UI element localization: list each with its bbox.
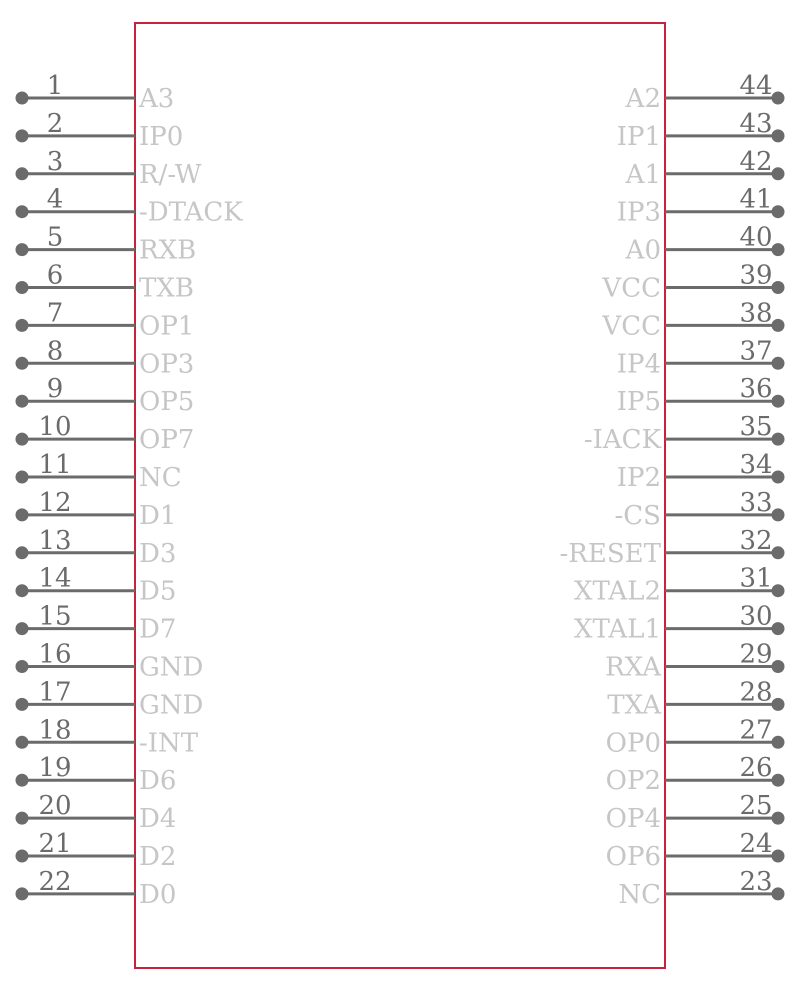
pin-endpoint-dot [772, 319, 785, 332]
pin-name: R/-W [139, 159, 202, 190]
pin-number: 15 [38, 601, 72, 632]
pin-name: -RESET [559, 538, 661, 569]
pin-number: 31 [739, 563, 773, 594]
pin-number: 37 [739, 336, 773, 367]
pin-number: 16 [38, 639, 72, 670]
pin-endpoint-dot [16, 584, 29, 597]
pin-number: 36 [739, 374, 773, 405]
pin-1 [16, 71, 175, 114]
pin-endpoint-dot [772, 243, 785, 256]
pin-28 [607, 677, 784, 720]
pin-33 [615, 488, 785, 531]
pin-25 [606, 791, 785, 834]
pin-12 [16, 488, 177, 531]
pin-name: XTAL1 [573, 614, 661, 645]
pin-number: 14 [38, 563, 72, 594]
pin-20 [16, 791, 177, 834]
pin-number: 30 [739, 601, 773, 632]
pin-name: IP4 [616, 349, 661, 380]
pin-number: 39 [739, 260, 773, 291]
pin-number: 7 [46, 298, 64, 329]
pin-number: 3 [46, 146, 64, 177]
pin-number: 25 [739, 791, 773, 822]
pin-name: D3 [139, 538, 177, 569]
pin-number: 40 [739, 222, 773, 253]
pin-endpoint-dot [16, 129, 29, 142]
pin-endpoint-dot [16, 92, 29, 105]
pin-endpoint-dot [16, 471, 29, 484]
pin-31 [574, 564, 785, 607]
right-pin-group [560, 71, 785, 910]
pin-23 [618, 867, 784, 910]
pin-35 [584, 412, 785, 455]
pin-endpoint-dot [16, 395, 29, 408]
pin-name: A1 [625, 159, 661, 190]
pin-number: 29 [739, 639, 773, 670]
pin-name: D6 [139, 766, 177, 797]
pin-endpoint-dot [16, 850, 29, 863]
pin-number: 28 [739, 677, 773, 708]
pin-endpoint-dot [772, 774, 785, 787]
pin-number: 43 [739, 108, 773, 139]
pin-endpoint-dot [772, 167, 785, 180]
pin-10 [16, 412, 195, 455]
pin-number: 1 [46, 71, 64, 101]
pin-number: 26 [739, 753, 773, 784]
ic-body-outline [135, 23, 665, 968]
pin-number: 21 [38, 829, 72, 859]
pin-name: -IACK [583, 425, 661, 456]
pin-name: IP5 [616, 387, 661, 418]
pin-13 [16, 526, 177, 569]
pin-29 [605, 640, 784, 683]
pin-endpoint-dot [772, 660, 785, 673]
pin-name: -INT [139, 728, 199, 759]
pin-endpoint-dot [772, 546, 785, 559]
pin-5 [16, 223, 197, 266]
pin-name: OP2 [605, 766, 661, 797]
pin-endpoint-dot [772, 281, 785, 294]
pin-number: 11 [38, 450, 72, 480]
pin-7 [16, 298, 195, 341]
pin-name: D5 [139, 576, 177, 607]
pin-number: 32 [739, 525, 773, 556]
pin-name: D1 [139, 500, 177, 531]
pin-number: 23 [739, 866, 773, 897]
pin-name: OP6 [605, 842, 661, 872]
pin-43 [617, 109, 785, 152]
pin-endpoint-dot [16, 774, 29, 787]
pin-name: A2 [625, 84, 661, 114]
pin-number: 22 [38, 866, 72, 897]
pin-38 [601, 298, 784, 341]
pin-41 [617, 185, 785, 228]
pin-15 [16, 602, 177, 645]
pin-name: OP1 [139, 311, 195, 342]
pin-42 [625, 147, 785, 190]
pin-number: 44 [739, 71, 773, 101]
pin-name: D4 [139, 804, 177, 835]
pin-number: 42 [739, 146, 773, 177]
pin-name: IP0 [139, 121, 184, 152]
pin-name: IP1 [616, 121, 661, 152]
pin-name: A0 [625, 235, 661, 266]
pin-endpoint-dot [16, 887, 29, 900]
pin-name: D0 [139, 879, 177, 910]
pin-number: 38 [739, 298, 773, 329]
pin-endpoint-dot [772, 584, 785, 597]
pin-number: 4 [46, 184, 64, 215]
pin-9 [16, 374, 195, 417]
pin-21 [16, 829, 177, 872]
pin-17 [16, 677, 204, 720]
pin-name: TXB [139, 273, 194, 304]
pin-3 [16, 147, 202, 190]
pin-name: OP7 [139, 425, 195, 456]
pin-22 [16, 867, 177, 910]
left-pin-group [16, 71, 244, 910]
pin-11 [16, 450, 182, 493]
pin-2 [16, 109, 184, 152]
pin-endpoint-dot [772, 395, 785, 408]
pin-endpoint-dot [16, 243, 29, 256]
pin-endpoint-dot [772, 357, 785, 370]
pin-name: VCC [602, 273, 661, 304]
pin-endpoint-dot [772, 698, 785, 711]
pin-26 [606, 753, 785, 796]
pin-number: 20 [38, 791, 72, 822]
pin-30 [574, 602, 785, 645]
pin-name: OP0 [605, 728, 661, 759]
pin-39 [601, 261, 784, 304]
pin-name: RXB [139, 235, 197, 266]
pin-endpoint-dot [16, 281, 29, 294]
pin-name: OP3 [139, 349, 195, 380]
pin-endpoint-dot [772, 92, 785, 105]
pin-32 [560, 526, 785, 569]
pin-18 [16, 715, 199, 758]
pin-34 [617, 450, 785, 493]
pin-endpoint-dot [772, 736, 785, 749]
pin-number: 8 [46, 336, 64, 367]
pin-number: 41 [739, 184, 773, 215]
pin-number: 6 [46, 260, 64, 291]
pin-name: TXA [607, 690, 661, 721]
pin-endpoint-dot [772, 129, 785, 142]
pin-number: 5 [46, 222, 64, 253]
pin-endpoint-dot [16, 167, 29, 180]
pin-16 [16, 640, 204, 683]
pin-endpoint-dot [16, 698, 29, 711]
pin-name: GND [139, 690, 204, 721]
pin-endpoint-dot [16, 319, 29, 332]
pin-number: 24 [739, 829, 773, 859]
pin-name: NC [618, 879, 661, 910]
pin-name: OP5 [139, 387, 195, 418]
pin-endpoint-dot [16, 433, 29, 446]
pin-name: OP4 [605, 804, 661, 835]
pin-endpoint-dot [772, 508, 785, 521]
pin-number: 34 [739, 450, 773, 480]
pin-endpoint-dot [772, 471, 785, 484]
pin-endpoint-dot [16, 812, 29, 825]
pin-number: 27 [739, 715, 773, 746]
pin-number: 33 [739, 487, 773, 518]
pin-number: 12 [38, 487, 72, 518]
pin-endpoint-dot [772, 850, 785, 863]
pin-endpoint-dot [772, 433, 785, 446]
pin-endpoint-dot [16, 622, 29, 635]
pin-name: -CS [614, 500, 661, 531]
pin-endpoint-dot [772, 205, 785, 218]
pin-number: 2 [46, 108, 64, 139]
pin-44 [625, 71, 785, 114]
pin-8 [16, 336, 195, 379]
pin-number: 18 [38, 715, 72, 746]
pin-number: 35 [739, 412, 773, 443]
pin-endpoint-dot [772, 622, 785, 635]
pin-endpoint-dot [772, 887, 785, 900]
pin-name: IP2 [616, 463, 661, 493]
pin-number: 19 [38, 753, 72, 784]
pin-endpoint-dot [16, 546, 29, 559]
pin-14 [16, 564, 177, 607]
pin-name: XTAL2 [573, 576, 661, 607]
pin-endpoint-dot [16, 508, 29, 521]
pin-name: RXA [605, 652, 661, 683]
pin-4 [16, 185, 244, 228]
pin-endpoint-dot [16, 660, 29, 673]
pin-40 [625, 223, 785, 266]
pin-37 [617, 336, 785, 379]
pin-19 [16, 753, 177, 796]
pin-endpoint-dot [772, 812, 785, 825]
pin-number: 10 [38, 412, 72, 443]
pin-endpoint-dot [16, 736, 29, 749]
pin-number: 9 [46, 374, 64, 405]
pin-24 [606, 829, 785, 872]
pin-name: D7 [139, 614, 177, 645]
pin-name: A3 [139, 84, 175, 114]
pin-name: IP3 [616, 197, 661, 228]
pin-number: 13 [38, 525, 72, 556]
pin-name: D2 [139, 842, 177, 872]
pin-name: VCC [602, 311, 661, 342]
pin-27 [606, 715, 785, 758]
pin-name: NC [139, 463, 182, 493]
pin-endpoint-dot [16, 357, 29, 370]
pin-6 [16, 261, 194, 304]
pin-name: GND [139, 652, 204, 683]
pin-name: -DTACK [139, 197, 243, 228]
pin-endpoint-dot [16, 205, 29, 218]
pin-number: 17 [38, 677, 72, 708]
pin-36 [617, 374, 785, 417]
